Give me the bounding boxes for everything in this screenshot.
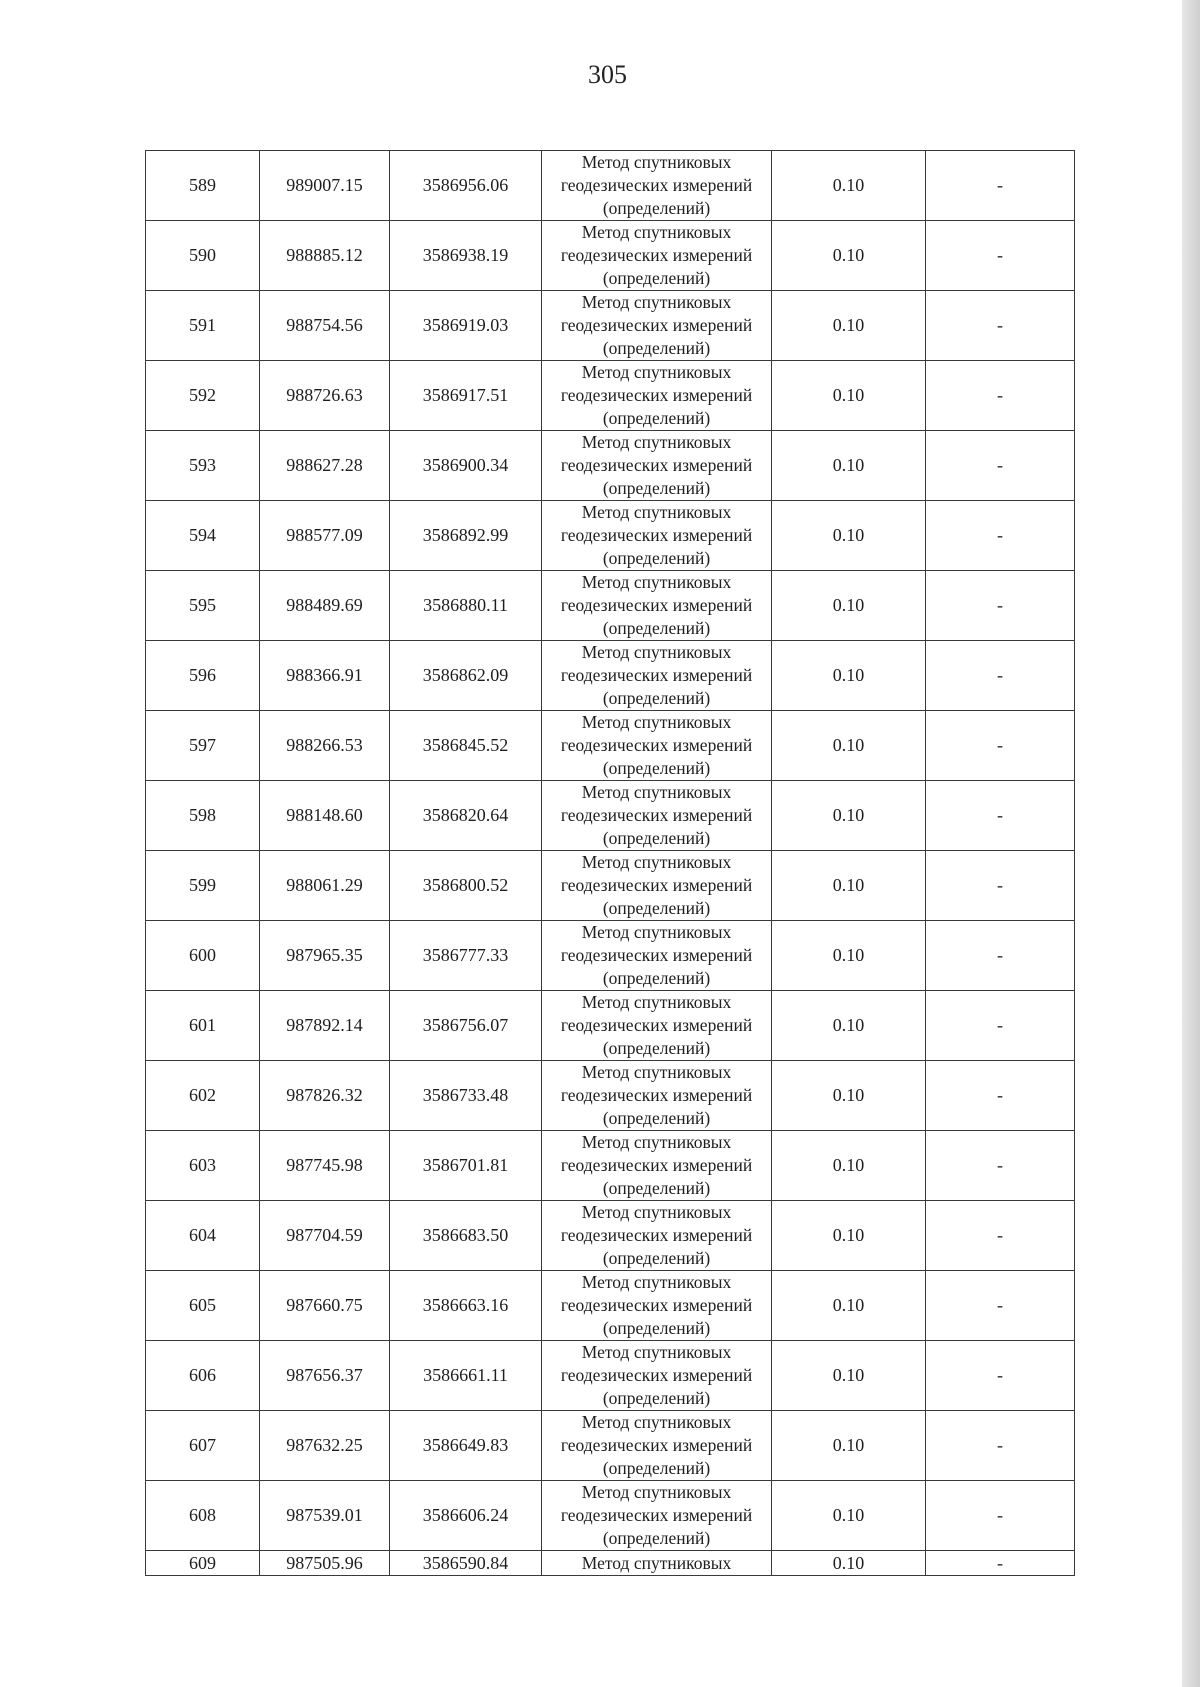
- method-line: геодезических измерений: [560, 1365, 753, 1385]
- method-line: геодезических измерений: [560, 315, 753, 335]
- method-line: Метод спутниковых: [581, 432, 732, 452]
- accuracy-cell: 0.10: [772, 1271, 926, 1341]
- accuracy-cell: 0.10: [772, 851, 926, 921]
- coordinate-x-cell: 987826.32: [260, 1061, 390, 1131]
- method-cell: [542, 221, 772, 291]
- note-cell: -: [926, 151, 1075, 221]
- method-line: (определений): [602, 1388, 711, 1408]
- coordinate-y-cell: 3586938.19: [390, 221, 542, 291]
- method-line: Метод спутниковых: [581, 852, 732, 872]
- table-row: [146, 221, 1075, 291]
- coordinate-y-cell: 3586701.81: [390, 1131, 542, 1201]
- method-line: (определений): [602, 1108, 711, 1128]
- table-row: [146, 1131, 1075, 1201]
- coordinate-y-cell: 3586590.84: [390, 1551, 542, 1576]
- coordinate-x-cell: 987965.35: [260, 921, 390, 991]
- coordinate-x-cell: 988627.28: [260, 431, 390, 501]
- note-cell: -: [926, 291, 1075, 361]
- method-line: Метод спутниковых: [581, 712, 732, 732]
- method-line: Метод спутниковых: [581, 1552, 732, 1573]
- table-row: [146, 991, 1075, 1061]
- coordinate-x-cell: 988885.12: [260, 221, 390, 291]
- method-cell: [542, 1341, 772, 1411]
- table-row: [146, 1271, 1075, 1341]
- coordinate-y-cell: 3586606.24: [390, 1481, 542, 1551]
- coordinate-x-cell: 987656.37: [260, 1341, 390, 1411]
- note-cell: -: [926, 1061, 1075, 1131]
- accuracy-cell: 0.10: [772, 1411, 926, 1481]
- note-cell: -: [926, 431, 1075, 501]
- accuracy-cell: 0.10: [772, 501, 926, 571]
- method-line: (определений): [602, 408, 711, 428]
- method-line: Метод спутниковых: [581, 1342, 732, 1362]
- method-line: Метод спутниковых: [581, 222, 732, 242]
- method-line: Метод спутниковых: [581, 782, 732, 802]
- method-line: (определений): [602, 478, 711, 498]
- note-cell: -: [926, 711, 1075, 781]
- coordinate-y-cell: 3586756.07: [390, 991, 542, 1061]
- method-cell: [542, 361, 772, 431]
- coordinate-y-cell: 3586777.33: [390, 921, 542, 991]
- coordinate-x-cell: 987632.25: [260, 1411, 390, 1481]
- table-row: [146, 1411, 1075, 1481]
- method-cell: [542, 1481, 772, 1551]
- method-cell: [542, 1271, 772, 1341]
- table-row: [146, 711, 1075, 781]
- table-row: [146, 1061, 1075, 1131]
- note-cell: -: [926, 1481, 1075, 1551]
- method-line: геодезических измерений: [560, 455, 753, 475]
- table-row: [146, 571, 1075, 641]
- point-number-cell: 604: [146, 1201, 260, 1271]
- method-line: (определений): [602, 828, 711, 848]
- coordinate-x-cell: 987892.14: [260, 991, 390, 1061]
- coordinate-x-cell: 987660.75: [260, 1271, 390, 1341]
- coordinate-x-cell: 988726.63: [260, 361, 390, 431]
- method-cell: [542, 1551, 772, 1576]
- coordinate-x-cell: 988366.91: [260, 641, 390, 711]
- point-number-cell: 601: [146, 991, 260, 1061]
- method-line: геодезических измерений: [560, 525, 753, 545]
- accuracy-cell: 0.10: [772, 1551, 926, 1576]
- table-row: [146, 641, 1075, 711]
- point-number-cell: 593: [146, 431, 260, 501]
- method-line: Метод спутниковых: [581, 642, 732, 662]
- method-line: (определений): [602, 1248, 711, 1268]
- method-line: Метод спутниковых: [581, 362, 732, 382]
- coordinate-x-cell: 987539.01: [260, 1481, 390, 1551]
- method-line: (определений): [602, 198, 711, 218]
- coordinates-table-body: [146, 151, 1075, 1576]
- note-cell: -: [926, 1411, 1075, 1481]
- table-row: [146, 501, 1075, 571]
- page-number: 305: [588, 60, 627, 89]
- method-cell: [542, 921, 772, 991]
- accuracy-cell: 0.10: [772, 1131, 926, 1201]
- coordinate-x-cell: 987505.96: [260, 1551, 390, 1576]
- accuracy-cell: 0.10: [772, 641, 926, 711]
- point-number-cell: 596: [146, 641, 260, 711]
- method-line: (определений): [602, 1318, 711, 1338]
- method-line: (определений): [602, 898, 711, 918]
- point-number-cell: 606: [146, 1341, 260, 1411]
- scan-edge: [1182, 0, 1200, 1687]
- table-row: [146, 781, 1075, 851]
- method-line: Метод спутниковых: [581, 1202, 732, 1222]
- coordinate-x-cell: 988577.09: [260, 501, 390, 571]
- method-line: (определений): [602, 618, 711, 638]
- note-cell: -: [926, 991, 1075, 1061]
- table-row: [146, 1201, 1075, 1271]
- point-number-cell: 590: [146, 221, 260, 291]
- point-number-cell: 597: [146, 711, 260, 781]
- method-line: (определений): [602, 758, 711, 778]
- method-line: геодезических измерений: [560, 665, 753, 685]
- method-cell: [542, 571, 772, 641]
- coordinate-y-cell: 3586661.11: [390, 1341, 542, 1411]
- point-number-cell: 591: [146, 291, 260, 361]
- method-line: Метод спутниковых: [581, 1412, 732, 1432]
- method-cell: [542, 641, 772, 711]
- coordinate-y-cell: 3586733.48: [390, 1061, 542, 1131]
- method-cell: [542, 1061, 772, 1131]
- method-cell: [542, 991, 772, 1061]
- accuracy-cell: 0.10: [772, 221, 926, 291]
- table-row: [146, 431, 1075, 501]
- point-number-cell: 600: [146, 921, 260, 991]
- method-line: Метод спутниковых: [581, 992, 732, 1012]
- method-line: геодезических измерений: [560, 805, 753, 825]
- note-cell: -: [926, 781, 1075, 851]
- note-cell: -: [926, 921, 1075, 991]
- method-line: геодезических измерений: [560, 385, 753, 405]
- coordinate-y-cell: 3586820.64: [390, 781, 542, 851]
- coordinate-x-cell: 987704.59: [260, 1201, 390, 1271]
- point-number-cell: 594: [146, 501, 260, 571]
- point-number-cell: 603: [146, 1131, 260, 1201]
- coordinate-y-cell: 3586919.03: [390, 291, 542, 361]
- method-line: геодезических измерений: [560, 945, 753, 965]
- accuracy-cell: 0.10: [772, 571, 926, 641]
- point-number-cell: 598: [146, 781, 260, 851]
- accuracy-cell: 0.10: [772, 1341, 926, 1411]
- method-line: (определений): [602, 688, 711, 708]
- point-number-cell: 605: [146, 1271, 260, 1341]
- note-cell: -: [926, 361, 1075, 431]
- method-cell: [542, 1411, 772, 1481]
- method-cell: [542, 501, 772, 571]
- method-line: Метод спутниковых: [581, 1482, 732, 1502]
- table-row: [146, 151, 1075, 221]
- table-row: [146, 1481, 1075, 1551]
- coordinate-x-cell: 988061.29: [260, 851, 390, 921]
- coordinate-y-cell: 3586845.52: [390, 711, 542, 781]
- method-line: геодезических измерений: [560, 245, 753, 265]
- method-line: (определений): [602, 1038, 711, 1058]
- table-row: [146, 1341, 1075, 1411]
- table-row: [146, 361, 1075, 431]
- note-cell: -: [926, 1551, 1075, 1576]
- method-line: (определений): [602, 968, 711, 988]
- table-row: [146, 921, 1075, 991]
- method-line: (определений): [602, 338, 711, 358]
- method-line: геодезических измерений: [560, 1225, 753, 1245]
- coordinate-x-cell: 987745.98: [260, 1131, 390, 1201]
- coordinate-x-cell: 988754.56: [260, 291, 390, 361]
- method-cell: [542, 1131, 772, 1201]
- method-cell: [542, 431, 772, 501]
- coordinate-y-cell: 3586956.06: [390, 151, 542, 221]
- point-number-cell: 595: [146, 571, 260, 641]
- method-line: геодезических измерений: [560, 1505, 753, 1525]
- point-number-cell: 589: [146, 151, 260, 221]
- accuracy-cell: 0.10: [772, 921, 926, 991]
- note-cell: -: [926, 641, 1075, 711]
- method-cell: [542, 781, 772, 851]
- method-line: геодезических измерений: [560, 1015, 753, 1035]
- method-line: Метод спутниковых: [581, 152, 732, 172]
- method-cell: [542, 851, 772, 921]
- accuracy-cell: 0.10: [772, 711, 926, 781]
- method-line: геодезических измерений: [560, 1155, 753, 1175]
- coordinate-y-cell: 3586683.50: [390, 1201, 542, 1271]
- method-line: Метод спутниковых: [581, 922, 732, 942]
- coordinates-table: [145, 150, 1075, 1576]
- note-cell: -: [926, 851, 1075, 921]
- point-number-cell: 609: [146, 1551, 260, 1576]
- note-cell: -: [926, 501, 1075, 571]
- coordinate-y-cell: 3586880.11: [390, 571, 542, 641]
- method-cell: [542, 151, 772, 221]
- method-line: Метод спутниковых: [581, 292, 732, 312]
- table-row: [146, 291, 1075, 361]
- note-cell: -: [926, 1131, 1075, 1201]
- point-number-cell: 608: [146, 1481, 260, 1551]
- accuracy-cell: 0.10: [772, 1481, 926, 1551]
- method-line: (определений): [602, 548, 711, 568]
- method-line: Метод спутниковых: [581, 1132, 732, 1152]
- accuracy-cell: 0.10: [772, 431, 926, 501]
- accuracy-cell: 0.10: [772, 291, 926, 361]
- note-cell: -: [926, 1341, 1075, 1411]
- method-line: (определений): [602, 268, 711, 288]
- method-line: геодезических измерений: [560, 595, 753, 615]
- method-line: геодезических измерений: [560, 1435, 753, 1455]
- note-cell: -: [926, 221, 1075, 291]
- method-line: (определений): [602, 1458, 711, 1478]
- method-line: (определений): [602, 1178, 711, 1198]
- method-line: геодезических измерений: [560, 735, 753, 755]
- note-cell: -: [926, 571, 1075, 641]
- method-line: Метод спутниковых: [581, 502, 732, 522]
- coordinate-x-cell: 988266.53: [260, 711, 390, 781]
- coordinate-y-cell: 3586917.51: [390, 361, 542, 431]
- point-number-cell: 592: [146, 361, 260, 431]
- point-number-cell: 599: [146, 851, 260, 921]
- accuracy-cell: 0.10: [772, 1201, 926, 1271]
- coordinate-y-cell: 3586800.52: [390, 851, 542, 921]
- coordinate-x-cell: 989007.15: [260, 151, 390, 221]
- accuracy-cell: 0.10: [772, 991, 926, 1061]
- accuracy-cell: 0.10: [772, 781, 926, 851]
- method-line: (определений): [602, 1528, 711, 1548]
- method-line: геодезических измерений: [560, 875, 753, 895]
- accuracy-cell: 0.10: [772, 1061, 926, 1131]
- coordinate-y-cell: 3586663.16: [390, 1271, 542, 1341]
- method-line: геодезических измерений: [560, 1295, 753, 1315]
- coordinate-y-cell: 3586862.09: [390, 641, 542, 711]
- coordinate-x-cell: 988489.69: [260, 571, 390, 641]
- note-cell: -: [926, 1271, 1075, 1341]
- method-line: геодезических измерений: [560, 175, 753, 195]
- method-cell: [542, 1201, 772, 1271]
- method-line: Метод спутниковых: [581, 1272, 732, 1292]
- point-number-cell: 607: [146, 1411, 260, 1481]
- table-row: [146, 851, 1075, 921]
- method-line: Метод спутниковых: [581, 1062, 732, 1082]
- method-line: геодезических измерений: [560, 1085, 753, 1105]
- method-cell: [542, 291, 772, 361]
- coordinate-y-cell: 3586649.83: [390, 1411, 542, 1481]
- accuracy-cell: 0.10: [772, 151, 926, 221]
- note-cell: -: [926, 1201, 1075, 1271]
- table-row: [146, 1551, 1075, 1576]
- method-cell: [542, 711, 772, 781]
- accuracy-cell: 0.10: [772, 361, 926, 431]
- coordinate-y-cell: 3586900.34: [390, 431, 542, 501]
- point-number-cell: 602: [146, 1061, 260, 1131]
- method-line: Метод спутниковых: [581, 572, 732, 592]
- coordinate-y-cell: 3586892.99: [390, 501, 542, 571]
- coordinate-x-cell: 988148.60: [260, 781, 390, 851]
